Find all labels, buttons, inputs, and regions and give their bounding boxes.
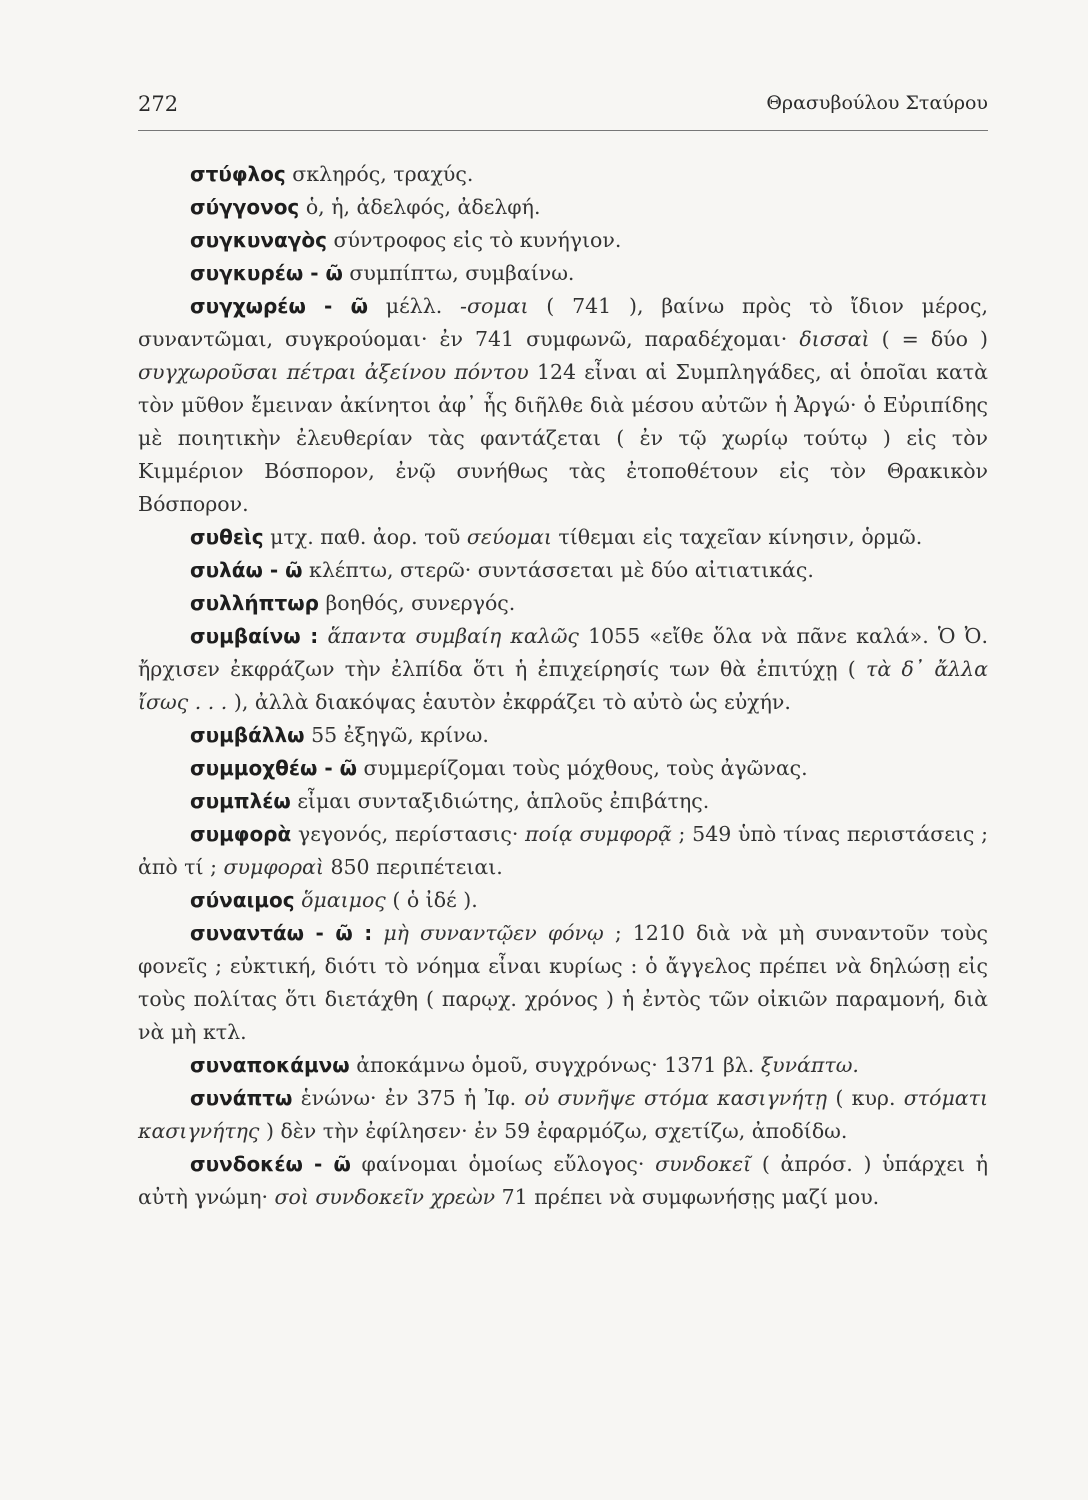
entry-quotation: ποίᾳ συμφορᾷ bbox=[525, 822, 672, 846]
entry-definition: συμπίπτω, συμβαίνω. bbox=[342, 261, 575, 285]
dictionary-entry bbox=[138, 620, 988, 719]
entry-headword: συγκυναγὸς bbox=[190, 228, 328, 252]
dictionary-entry bbox=[138, 719, 988, 752]
dictionary-entry bbox=[138, 785, 988, 818]
dictionary-entry bbox=[138, 290, 988, 521]
entry-quotation: στόματι κασιγνήτης bbox=[138, 1086, 988, 1143]
entry-headword: συμβάλλω bbox=[190, 723, 305, 747]
entry-definition: ὁ, ἡ, ἀδελφός, ἀδελφή. bbox=[299, 195, 541, 219]
entry-quotation: συνδοκεῖ bbox=[655, 1152, 752, 1176]
entry-definition: ( ὁ ἰδέ ). bbox=[385, 888, 478, 912]
entry-headword: συμπλέω bbox=[190, 789, 291, 813]
entry-definition: φαίνομαι ὁμοίως εὔλογος· bbox=[350, 1152, 656, 1176]
entry-definition: 1055 «εἴθε ὅλα νὰ πᾶνε καλά». Ὁ Ὀ. ἤρχισεν ἐκφράζων τὴν ἐλπίδα ὅτι ἡ ἐπιχείρησίς των θὰ ἐπιτύχῃ ( bbox=[138, 624, 988, 681]
entry-quotation: σεύομαι bbox=[466, 525, 552, 549]
entry-headword: συγκυρέω - ῶ bbox=[190, 261, 343, 285]
entry-definition: 850 περιπέτειαι. bbox=[323, 855, 503, 879]
entry-headword: συμβαίνω : bbox=[190, 624, 319, 648]
dictionary-entry bbox=[138, 521, 988, 554]
entry-definition: 124 εἶναι αἱ Συμπληγάδες, αἱ ὁποῖαι κατὰ τὸν μῦθον ἔμειναν ἀκίνητοι ἀφ᾽ ἧς διῆλθε διὰ μέσου αὐτῶν ἡ Ἀργώ· ὁ Εὐριπίδης μὲ ποιητικὴν ἐλευθερίαν τὰς φαντάζεται ( ἐν τῷ χωρίῳ τούτῳ ) εἰς τὸν Κιμμέριον Βόσπορον, ἐνῷ συνήθως τὰς ἐτοποθέτουν εἰς τὸν Θρακικὸν Βόσπορον. bbox=[138, 360, 988, 516]
entry-headword: συναντάω - ῶ : bbox=[190, 921, 373, 945]
entry-definition: κλέπτω, στερῶ· συντάσσεται μὲ δύο αἰτιατικάς. bbox=[302, 558, 814, 582]
header-rule bbox=[138, 130, 988, 131]
entry-definition: ( 741 ), βαίνω πρὸς τὸ ἴδιον μέρος, συναντῶμαι, συγκρούομαι· ἐν 741 συμφωνῶ, παραδέχομαι· bbox=[138, 294, 988, 351]
entry-definition: ) δὲν τὴν ἐφίλησεν· ἐν 59 ἐφαρμόζω, σχετίζω, ἀποδίδω. bbox=[259, 1119, 848, 1143]
dictionary-entry bbox=[138, 257, 988, 290]
entry-headword: συλλήπτωρ bbox=[190, 591, 319, 615]
entry-quotation: συμφοραὶ bbox=[223, 855, 324, 879]
dictionary-entry bbox=[138, 587, 988, 620]
entry-list bbox=[138, 158, 988, 1214]
dictionary-entry bbox=[138, 752, 988, 785]
entry-headword: συγχωρέω - ῶ bbox=[190, 294, 368, 318]
entry-definition: ἀποκάμνω ὁμοῦ, συγχρόνως· 1371 βλ. bbox=[349, 1053, 761, 1077]
page-header bbox=[138, 92, 988, 124]
dictionary-entry bbox=[138, 224, 988, 257]
dictionary-entry bbox=[138, 1148, 988, 1214]
entry-headword: συμμοχθέω - ῶ bbox=[190, 756, 358, 780]
entry-quotation: σοὶ συνδοκεῖν χρεὼν bbox=[274, 1185, 496, 1209]
entry-headword: συθεὶς bbox=[190, 525, 264, 549]
entry-quotation: ξυνάπτω. bbox=[760, 1053, 859, 1077]
entry-headword: σύναιμος bbox=[190, 888, 295, 912]
entry-headword: συλάω - ῶ bbox=[190, 558, 303, 582]
dictionary-entry bbox=[138, 884, 988, 917]
entry-definition: σύντροφος εἰς τὸ κυνήγιον. bbox=[327, 228, 622, 252]
entry-quotation: συγχωροῦσαι πέτραι ἀξείνου πόντου bbox=[138, 360, 529, 384]
entry-quotation: οὐ συνῆψε στόμα κασιγνήτῃ bbox=[524, 1086, 828, 1110]
entry-quotation: ὅμαιμος bbox=[301, 888, 386, 912]
entry-quotation: ἅπαντα συμβαίη καλῶς bbox=[327, 624, 579, 648]
entry-definition: μτχ. παθ. ἀορ. τοῦ bbox=[263, 525, 467, 549]
entry-definition: συμμερίζομαι τοὺς μόχθους, τοὺς ἀγῶνας. bbox=[357, 756, 808, 780]
entry-quotation: -σομαι bbox=[460, 294, 529, 318]
entry-definition: ( = δύο ) bbox=[869, 327, 988, 351]
entry-definition: ἑνώνω· ἐν 375 ἡ Ἰφ. bbox=[292, 1086, 525, 1110]
dictionary-entry bbox=[138, 1049, 988, 1082]
page-number: 272 bbox=[138, 92, 179, 116]
entry-quotation: μὴ συναντῷεν φόνῳ bbox=[383, 921, 604, 945]
entry-definition: τίθεμαι εἰς ταχεῖαν κίνησιν, ὁρμῶ. bbox=[551, 525, 923, 549]
entry-headword: συνδοκέω - ῶ bbox=[190, 1152, 351, 1176]
entry-definition: βοηθός, συνεργός. bbox=[318, 591, 516, 615]
dictionary-entry bbox=[138, 917, 988, 1049]
entry-headword: σύγγονος bbox=[190, 195, 300, 219]
entry-definition: ( ἀπρόσ. ) ὑπάρχει ἡ αὐτὴ γνώμη· bbox=[138, 1152, 989, 1209]
running-head: Θρασυβούλου Σταύρου bbox=[766, 92, 988, 114]
entry-definition: ; 549 ὑπὸ τίνας περιστάσεις ; ἀπὸ τί ; bbox=[138, 822, 988, 879]
entry-definition: εἶμαι συνταξιδιώτης, ἁπλοῦς ἐπιβάτης. bbox=[290, 789, 710, 813]
entry-definition: 55 ἐξηγῶ, κρίνω. bbox=[304, 723, 489, 747]
entry-definition: μέλλ. bbox=[367, 294, 461, 318]
dictionary-entry bbox=[138, 1082, 988, 1148]
entry-quotation: δισσαὶ bbox=[799, 327, 870, 351]
entry-headword: συνάπτω bbox=[190, 1086, 293, 1110]
entry-definition: ( κυρ. bbox=[827, 1086, 904, 1110]
entry-headword: συναποκάμνω bbox=[190, 1053, 350, 1077]
entry-headword: στύφλος bbox=[190, 162, 286, 186]
entry-headword: συμφορὰ bbox=[190, 822, 292, 846]
entry-definition: ; 1210 διὰ νὰ μὴ συναντοῦν τοὺς φονεῖς ; εὐκτική, διότι τὸ νόημα εἶναι κυρίως : ὁ ἄγγελος πρέπει νὰ δηλώσῃ εἰς τοὺς πολίτας ὅτι διετάχθη ( παρῳχ. χρόνος ) ἡ ἐντὸς τῶν οἰκιῶν παραμονή, διὰ νὰ μὴ κτλ. bbox=[138, 921, 988, 1044]
entry-quotation: τὰ δ᾽ ἄλλα ἴσως . . . bbox=[138, 657, 989, 714]
dictionary-entry bbox=[138, 158, 988, 191]
entry-definition: ), ἀλλὰ διακόψας ἑαυτὸν ἐκφράζει τὸ αὐτὸ ὡς εὐχήν. bbox=[227, 690, 791, 714]
entry-definition: γεγονός, περίστασις· bbox=[291, 822, 526, 846]
entry-definition: 71 πρέπει νὰ συμφωνήσῃς μαζί μου. bbox=[495, 1185, 880, 1209]
entry-definition bbox=[372, 921, 383, 945]
dictionary-entry bbox=[138, 554, 988, 587]
dictionary-entry bbox=[138, 191, 988, 224]
entry-definition: σκληρός, τραχύς. bbox=[285, 162, 474, 186]
dictionary-entry bbox=[138, 818, 988, 884]
